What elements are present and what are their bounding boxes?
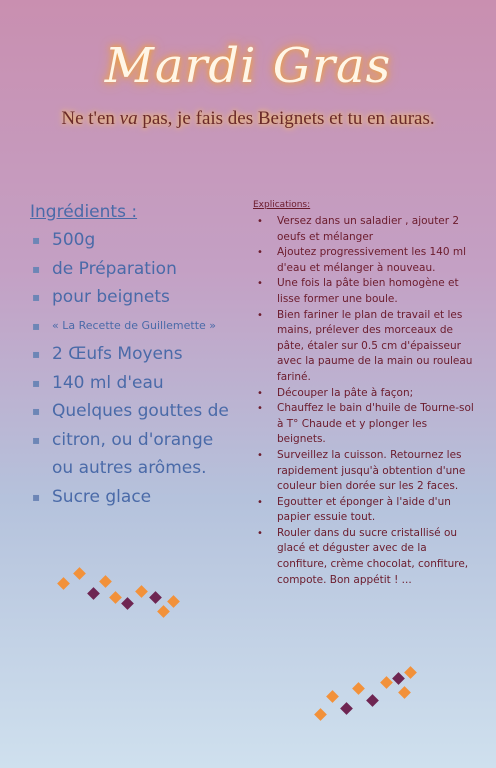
ingredient-item [30,426,252,455]
step-item [253,448,475,495]
step-item [253,526,475,588]
step-item [253,214,475,245]
step-item [253,276,475,307]
confetti-orange-icon [109,591,122,604]
bullet-icon: • [257,496,263,508]
ingredient-text: pour beignets [52,287,170,307]
bullet-icon: ▪ [32,404,41,418]
step-text: Ajoutez progressivement les 140 ml d'eau et mélanger à nouveau. [277,246,467,274]
ingredient-text: Sucre glace [52,486,152,507]
ingredient-item [30,397,252,426]
ingredient-text: 140 ml d'eau [52,372,164,393]
page-title: Mardi Gras [104,38,392,94]
subtitle-end: pas, je fais des Beignets et tu en auras. [137,108,435,129]
step-text: Une fois la pâte bien homogène et lisse former une boule. [277,277,459,305]
ingredient-item [30,283,252,312]
confetti-orange-icon [326,690,339,703]
confetti-orange-icon [157,605,170,618]
subtitle-emphasis: va [119,108,138,129]
confetti-orange-icon [314,708,327,721]
bullet-icon: ▪ [32,432,41,447]
step-item [253,308,475,386]
step-text: Rouler dans du sucre cristallisé ou glacé et déguster avec de la confiture, crème chocolat, confiture, compote. Bon appétit ! ... [277,526,469,586]
confetti-purple-icon [340,702,353,715]
step-item [253,386,475,402]
bullet-icon: ▪ [32,233,41,247]
step-item [253,401,475,448]
confetti-orange-icon [99,575,112,588]
step-text: Versez dans un saladier , ajouter 2 oeufs et mélanger [277,215,460,243]
bullet-icon: • [257,247,263,259]
ingredients-list [30,226,252,511]
confetti-orange-icon [57,577,70,590]
confetti-orange-icon [167,595,180,608]
confetti-purple-icon [392,672,405,685]
confetti-decoration-left [55,565,185,625]
bullet-icon: • [257,278,263,290]
step-text: Bien fariner le plan de travail et les mains, prélever des morceaux de pâte, étaler sur 0.5 cm d'épaisseur avec la paume de la main ou rouleau fariné. [277,308,473,383]
ingredient-text: de Préparation [52,258,177,279]
subtitle-start: Ne t'en [61,108,120,129]
ingredient-item [30,454,252,483]
bullet-icon: ▪ [32,318,41,333]
ingredient-item [30,369,252,398]
confetti-orange-icon [404,666,417,679]
step-text: Surveillez la cuisson. Retournez les rapidement jusqu'à obtention d'une couleur bien dorée sur les 2 faces. [277,448,466,493]
confetti-purple-icon [149,591,162,604]
ingredient-text: Quelques gouttes de [52,401,229,421]
ingredient-text: ou autres arômes. [52,458,207,478]
ingredient-text: 500g [52,230,96,250]
bullet-icon: ▪ [32,489,41,504]
explications-title: Explications: [253,200,311,210]
bullet-icon: ▪ [32,375,41,390]
bullet-icon: • [257,387,263,399]
confetti-orange-icon [135,585,148,598]
bullet-icon: • [257,449,263,461]
confetti-orange-icon [352,682,365,695]
subtitle [0,108,496,130]
explications-list [253,214,475,588]
confetti-purple-icon [366,694,379,707]
ingredient-text: citron, ou d'orange [52,429,214,450]
bullet-icon: • [257,403,263,415]
ingredient-item [30,340,252,369]
confetti-purple-icon [87,587,100,600]
ingredient-item [30,226,252,255]
ingredient-item [30,255,252,284]
ingredient-item [30,483,252,512]
bullet-icon: ▪ [32,261,41,276]
ingredient-text: « La Recette de Guillemette » [52,318,216,332]
ingredient-text: 2 Œufs Moyens [52,344,183,364]
bullet-icon: ▪ [32,290,41,304]
bullet-icon: • [257,527,263,539]
confetti-purple-icon [121,597,134,610]
ingredient-item [30,312,252,341]
step-item [253,245,475,276]
step-text: Découper la pâte à façon; [277,386,414,399]
step-text: Chauffez le bain d'huile de Tourne-sol à T° Chaude et y plonger les beignets. [277,402,474,446]
bullet-icon: ▪ [32,347,41,361]
confetti-orange-icon [73,567,86,580]
confetti-orange-icon [398,686,411,699]
confetti-decoration-right [310,664,440,724]
step-item [253,495,475,526]
step-text: Egoutter et éponger à l'aide d'un papier essuie tout. [277,495,451,524]
bullet-icon: • [257,309,263,321]
ingredients-title: Ingrédients : [30,202,138,222]
bullet-icon: • [257,216,263,227]
